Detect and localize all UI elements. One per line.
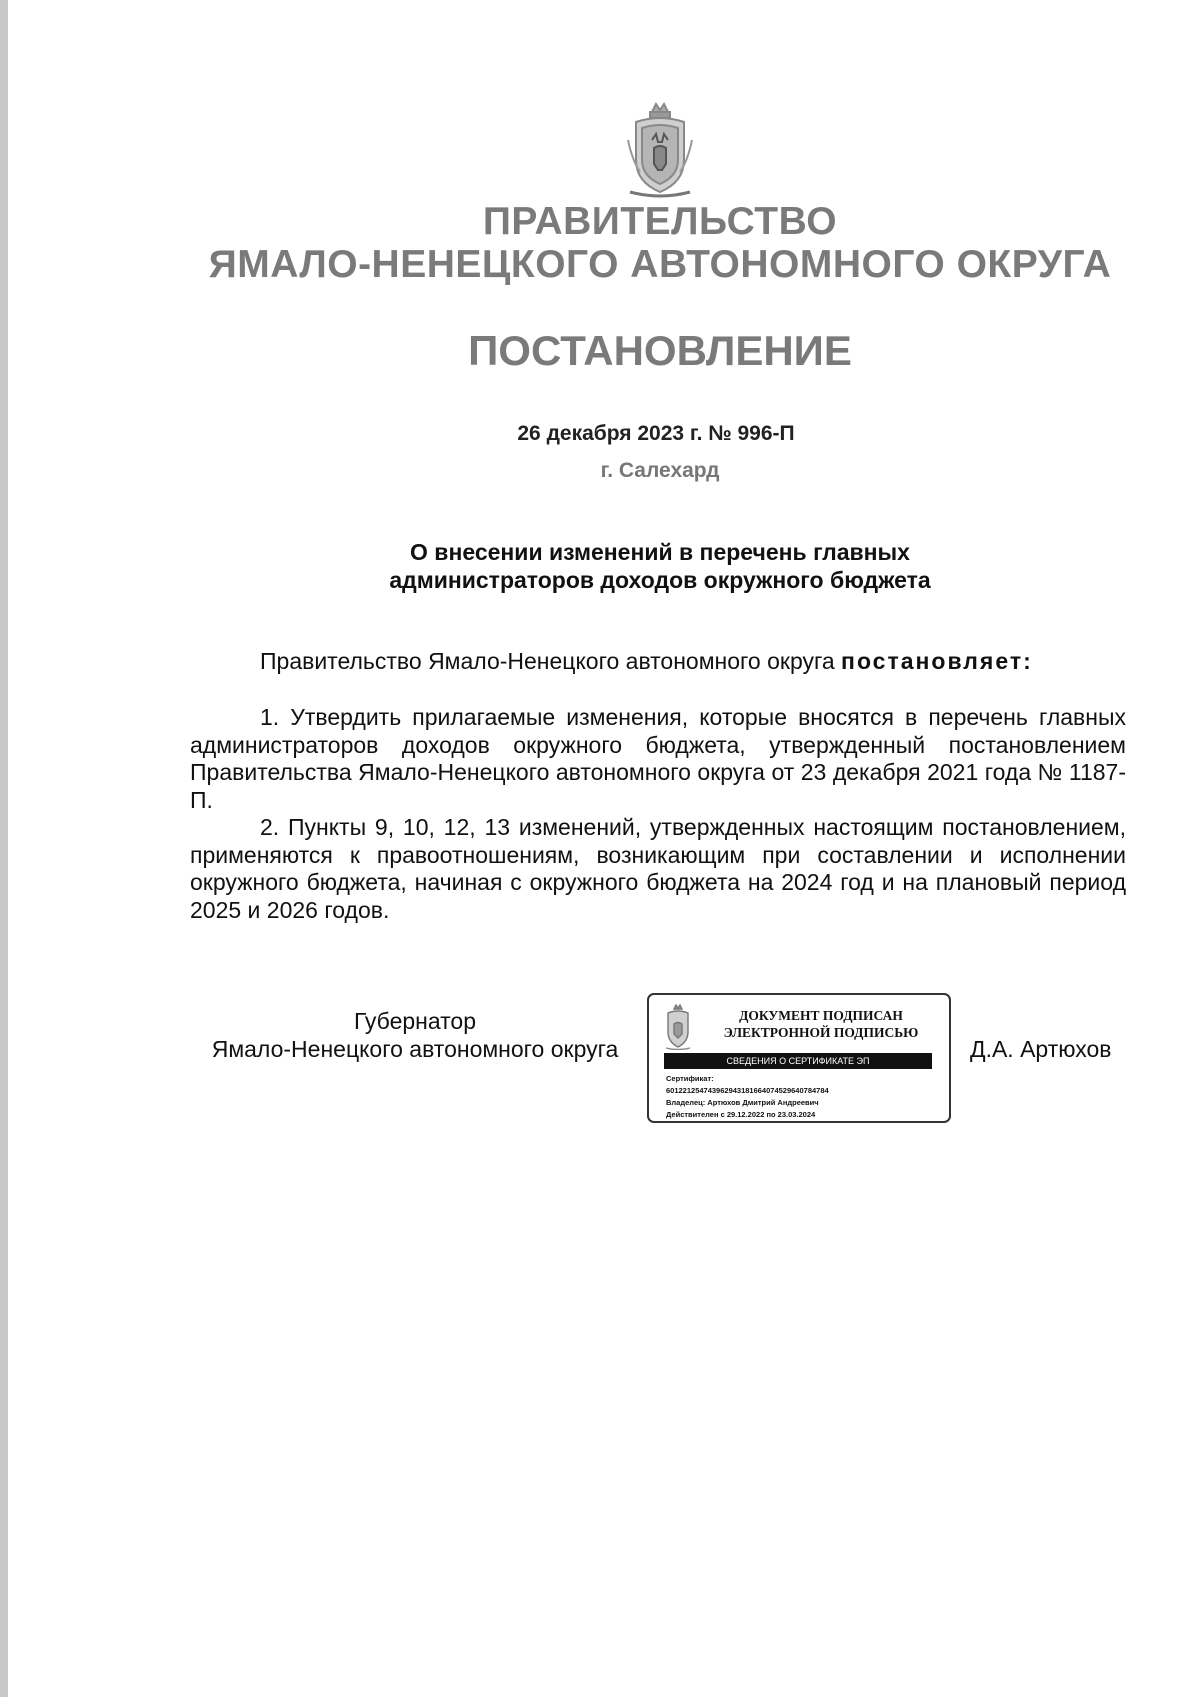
stamp-certificate-bar: СВЕДЕНИЯ О СЕРТИФИКАТЕ ЭП xyxy=(664,1053,932,1069)
signer-post-line1: Губернатор xyxy=(353,1008,477,1034)
stamp-title-line2: ЭЛЕКТРОННОЙ ПОДПИСЬЮ xyxy=(723,1025,919,1040)
stamp-emblem-icon xyxy=(663,1004,693,1050)
subject-line1: О внесении изменений в перечень главных xyxy=(410,539,910,565)
decree-word: постановляет: xyxy=(841,648,1033,674)
government-title-line1: ПРАВИТЕЛЬСТВО xyxy=(482,200,838,243)
stamp-owner: Владелец: Артюхов Дмитрий Андреевич xyxy=(666,1098,819,1107)
stamp-certificate-number: 601221254743962943181664074529640784784 xyxy=(666,1086,829,1095)
stamp-validity: Действителен с 29.12.2022 по 23.03.2024 xyxy=(666,1110,816,1119)
signer-post-line2: Ямало-Ненецкого автономного округа xyxy=(211,1036,619,1062)
preamble xyxy=(260,648,1033,675)
coat-of-arms-icon xyxy=(622,100,698,200)
subject-line2: администраторов доходов окружного бюджета xyxy=(389,567,931,593)
decree-item-2: 2. Пункты 9, 10, 12, 13 изменений, утвержденных настоящим постановлением, применяются к правоотношениям, возникающим при составлении и исполнении окружного бюджета, начиная с окружного бюджета на 2024 год и на плановый период 2025 и 2026 годов. xyxy=(190,814,1126,923)
stamp-certificate-label: Сертификат: xyxy=(666,1074,714,1083)
signer-name: Д.А. Артюхов xyxy=(970,1036,1112,1062)
document-type-heading: ПОСТАНОВЛЕНИЕ xyxy=(468,327,852,374)
decree-item-1: 1. Утвердить прилагаемые изменения, которые вносятся в перечень главных администраторов доходов окружного бюджета, утвержденный постановлением Правительства Ямало-Ненецкого автономного округа от 23 декабря 2021 года № 1187-П. xyxy=(190,704,1126,813)
document-city: г. Салехард xyxy=(600,459,720,482)
decree-body xyxy=(190,704,1126,924)
electronic-signature-stamp xyxy=(647,993,951,1123)
preamble-text: Правительство Ямало-Ненецкого автономного округа xyxy=(260,648,842,674)
stamp-title-line1: ДОКУМЕНТ ПОДПИСАН xyxy=(739,1008,903,1023)
document-date-number: 26 декабря 2023 г. № 996-П xyxy=(517,422,795,445)
government-title-line2: ЯМАЛО-НЕНЕЦКОГО АВТОНОМНОГО ОКРУГА xyxy=(208,243,1112,286)
